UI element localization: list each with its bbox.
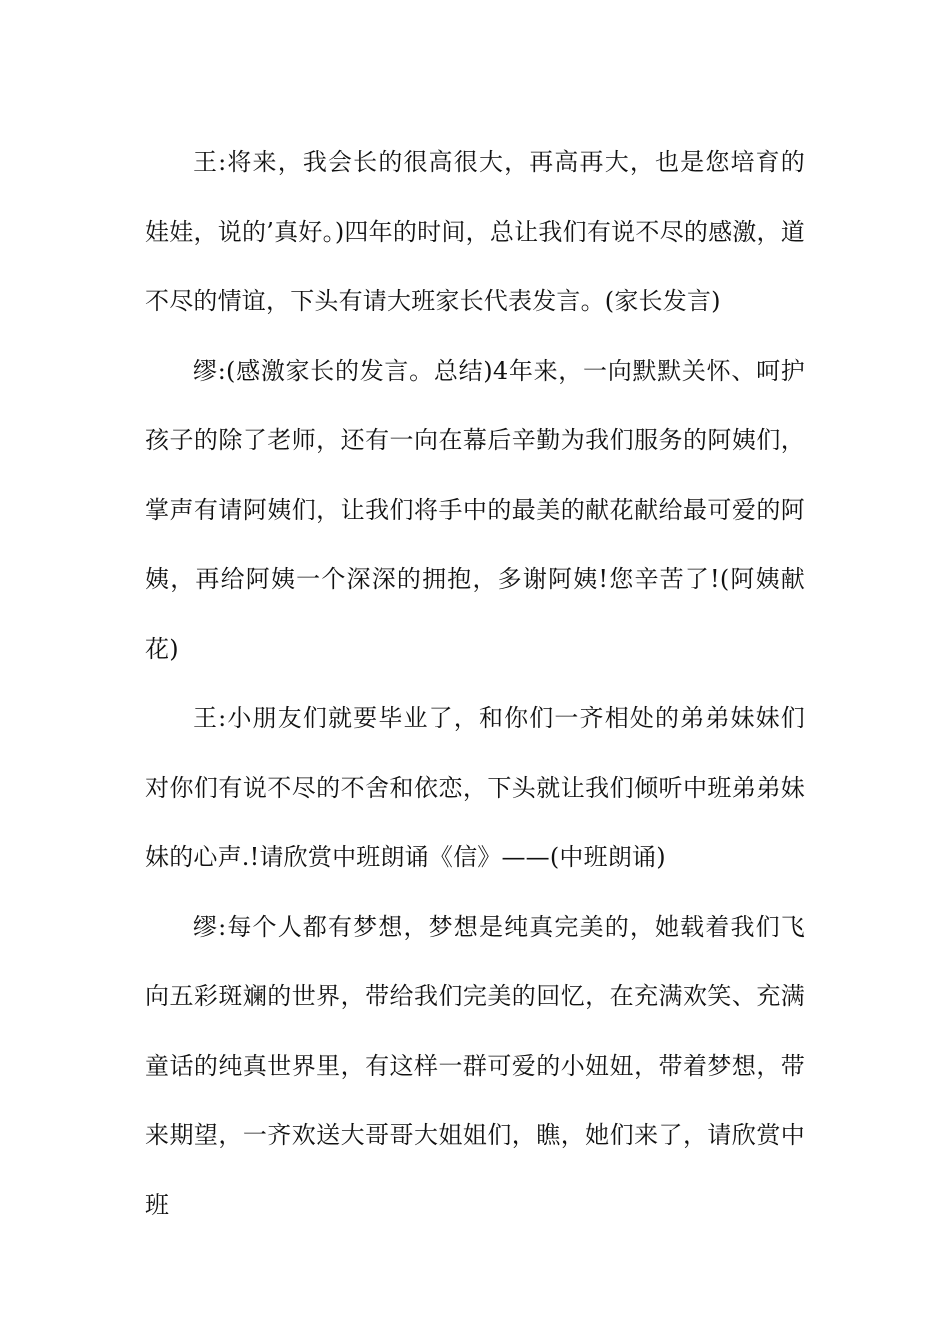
paragraph-2: 缪:(感激家长的发言。总结)4年来，一向默默关怀、呵护孩子的除了老师，还有一向在幕后辛勤为我们服务的阿姨们，掌声有请阿姨们，让我们将手中的最美的献花献给最可爱的阿姨，再给阿姨一个深深的拥抱，多谢阿姨!您辛苦了!(阿姨献花) bbox=[145, 356, 805, 663]
paragraph-3: 王:小朋友们就要毕业了，和你们一齐相处的弟弟妹妹们对你们有说不尽的不舍和依恋，下头就让我们倾听中班弟弟妹妹的心声.!请欣赏中班朗诵《信》——(中班朗诵) bbox=[145, 704, 805, 871]
paragraph-4: 缪:每个人都有梦想，梦想是纯真完美的，她载着我们飞向五彩斑斓的世界，带给我们完美的回忆，在充满欢笑、充满童话的纯真世界里，有这样一群可爱的小妞妞，带着梦想，带来期望，一齐欢送大哥哥大姐姐们，瞧，她们来了，请欣赏中班 bbox=[145, 912, 805, 1219]
document-body bbox=[145, 128, 805, 1240]
paragraph-1: 王:将来，我会长的很高很大，再高再大，也是您培育的娃娃，说的’真好。)四年的时间，总让我们有说不尽的感激，道不尽的情谊，下头有请大班家长代表发言。(家长发言) bbox=[145, 148, 805, 315]
